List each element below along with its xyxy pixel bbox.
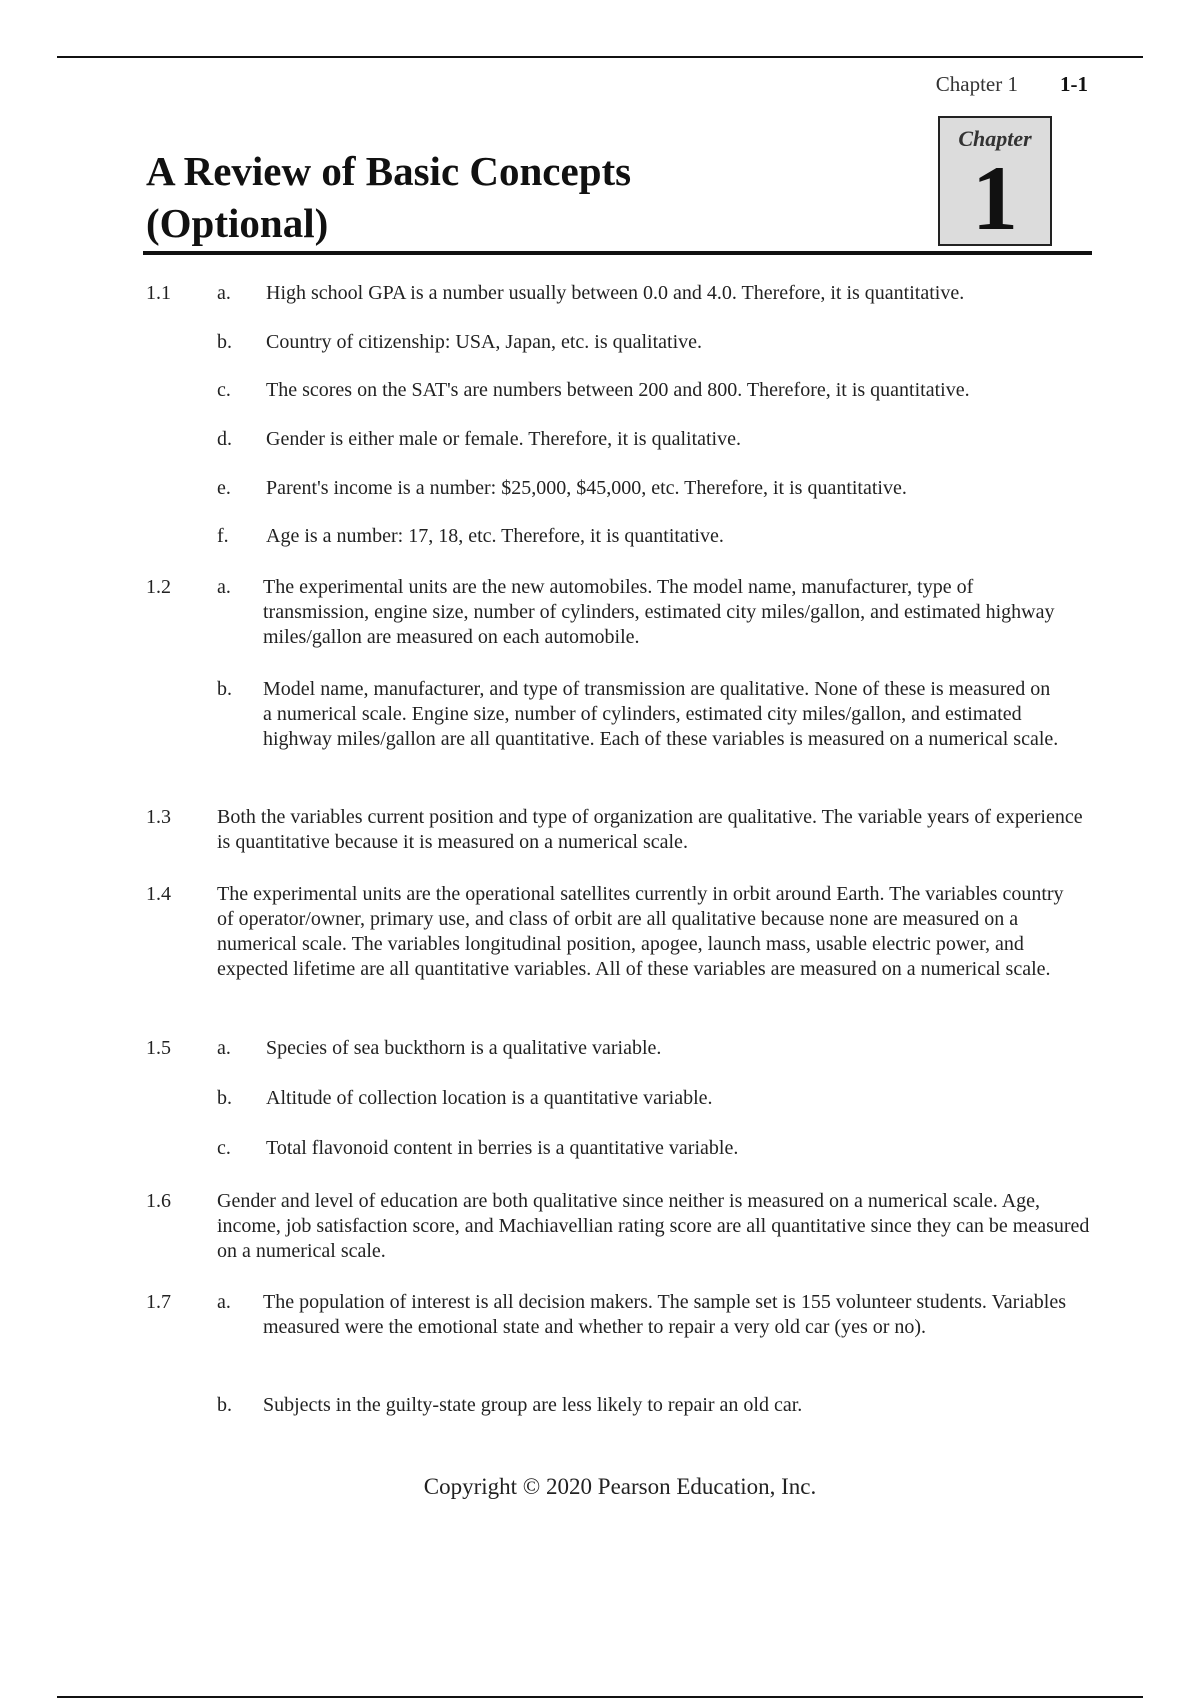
answer-text: Country of citizenship: USA, Japan, etc. is qualitative. — [266, 331, 703, 353]
answer-part: c. — [217, 379, 231, 401]
answer-part: a. — [217, 1037, 231, 1059]
answer-text: Subjects in the guilty-state group are less likely to repair an old car. — [263, 1394, 803, 1416]
answer-part: c. — [217, 1137, 231, 1159]
page-number: 1-1 — [1060, 72, 1088, 96]
answer-number: 1.2 — [146, 576, 171, 598]
answer-text: The experimental units are the new automobiles. The model name, manufacturer, type of transmission, engine size, number of cylinders, estimated city miles/gallon, and estimated highway miles/gallon are measured on each automobile. — [263, 576, 1055, 648]
answer-text: Model name, manufacturer, and type of transmission are qualitative. None of these is measured on a numerical scale. Engine size, number of cylinders, estimated city miles/gallon, and estimated highway miles/gallon are all quantitative. Each of these variables is measured on a numerical scale. — [263, 678, 1059, 750]
answer-text: Species of sea buckthorn is a qualitative variable. — [266, 1037, 662, 1059]
answer-text: High school GPA is a number usually between 0.0 and 4.0. Therefore, it is quantitative. — [266, 282, 965, 304]
answer-part: b. — [217, 331, 232, 353]
chapter-badge-label: Chapter — [958, 126, 1032, 151]
answer-text: The scores on the SAT's are numbers between 200 and 800. Therefore, it is quantitative. — [266, 379, 970, 401]
answer-number: 1.7 — [146, 1291, 171, 1313]
answer-text: The experimental units are the operational satellites currently in orbit around Earth. The variables country of operator/owner, primary use, and class of orbit are all qualitative because none are measured on a numerical scale. The variables longitudinal position, apogee, launch mass, usable electric power, and expected lifetime are all quantitative variables. All of these variables are measured on a numerical scale. — [217, 883, 1064, 980]
answer-text: Age is a number: 17, 18, etc. Therefore, it is quantitative. — [266, 525, 724, 547]
answer-part: d. — [217, 428, 232, 450]
answer-text: Altitude of collection location is a quantitative variable. — [266, 1087, 713, 1109]
answer-text: Parent's income is a number: $25,000, $45,000, etc. Therefore, it is quantitative. — [266, 477, 907, 499]
copyright-footer: Copyright © 2020 Pearson Education, Inc. — [423, 1474, 817, 1499]
answer-text: The population of interest is all decision makers. The sample set is 155 volunteer students. Variables measured were the emotional state and whether to repair a very old car (yes or no). — [263, 1291, 1066, 1338]
answer-number: 1.4 — [146, 883, 171, 905]
answer-part: a. — [217, 576, 231, 598]
running-head-chapter: Chapter 1 — [935, 72, 1018, 96]
chapter-badge-number: 1 — [972, 147, 1018, 249]
answer-part: f. — [217, 525, 229, 547]
answer-part: b. — [217, 678, 232, 700]
answer-text: Total flavonoid content in berries is a quantitative variable. — [266, 1137, 739, 1159]
bottom-rule — [57, 1696, 1143, 1698]
answer-number: 1.1 — [146, 282, 171, 304]
answer-part: b. — [217, 1394, 232, 1416]
answer-number: 1.5 — [146, 1037, 171, 1059]
chapter-title-line-2: (Optional) — [146, 200, 329, 246]
answer-part: b. — [217, 1087, 232, 1109]
answer-number: 1.3 — [146, 806, 171, 828]
answer-part: a. — [217, 282, 231, 304]
answer-text: Both the variables current position and type of organization are qualitative. The variable years of experience is quantitative because it is measured on a numerical scale. — [217, 806, 1083, 853]
answer-text: Gender is either male or female. Therefore, it is qualitative. — [266, 428, 741, 450]
chapter-title-line-1: A Review of Basic Concepts — [146, 148, 632, 194]
answer-part: a. — [217, 1291, 231, 1313]
answer-number: 1.6 — [146, 1190, 171, 1212]
answer-text: Gender and level of education are both qualitative since neither is measured on a numerical scale. Age, income, job satisfaction score, and Machiavellian rating score are all quantitative since they can be measured on a numerical scale. — [217, 1190, 1090, 1262]
answer-part: e. — [217, 477, 231, 499]
